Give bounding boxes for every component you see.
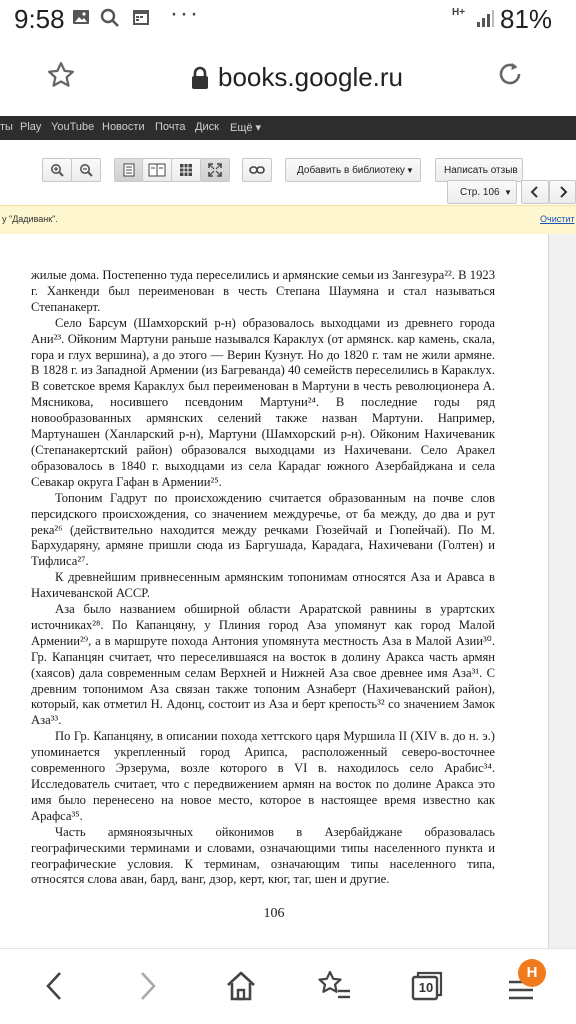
google-services-bar [0,116,576,140]
image-icon [72,8,90,31]
fullscreen-button[interactable] [200,158,230,182]
zoom-in-button[interactable] [42,158,72,182]
book-page [0,234,548,948]
gbar-item-youtube[interactable]: YouTube [51,121,95,133]
link-icon [249,165,265,175]
gbar-item-mail[interactable]: Почта [155,121,186,133]
vertical-scrollbar[interactable] [548,234,576,948]
bookmark-star-icon[interactable] [46,60,76,95]
url-domain[interactable]: books.google.ru [218,62,404,92]
zoom-out-icon [79,163,93,177]
notice-text: у "Дадиванк". [2,214,58,224]
home-icon [224,969,258,1003]
signal-icon [476,10,494,33]
add-to-library-label: Добавить в библиотеку [297,165,405,176]
back-arrow-icon [40,969,70,1003]
back-button[interactable] [40,969,70,1008]
two-page-view-button[interactable] [142,158,172,182]
home-button[interactable] [224,969,258,1008]
forward-arrow-icon [132,969,162,1003]
tabs-count: 10 [418,980,434,995]
dropdown-arrow-icon: ▼ [406,166,414,175]
browser-url-bar [0,38,576,118]
paragraph: жилые дома. Постепенно туда переселились и армянские семьи из Зангезура²². В 1923 г. Ханкенди был переименован в честь Степана Шаумяна и стал называться Степанакерт. [31,268,495,314]
chevron-left-icon [530,186,540,198]
write-review-label: Написать отзыв [444,165,518,176]
tabs-button[interactable] [410,969,444,1008]
search-notice-bar [0,205,576,235]
lock-icon [190,66,210,95]
link-button[interactable] [242,158,272,182]
paragraph: Часть армяноязычных ойконимов в Азербайджане образовалась географическими терминами и словами, означающими типы населенного пункта и географические условия. К терминам, означающим типы населенного типа, относятся слова аван, бард, ванг, дзор, керт, кюг, таг, шен и другие. [31,824,495,887]
reload-icon[interactable] [494,58,526,95]
gbar-item-drive[interactable]: Диск [195,121,219,133]
page-number: 106 [263,906,285,921]
book-text [31,268,495,888]
gbar-item-play[interactable]: Play [20,121,42,133]
battery-level: 81% [500,4,553,34]
page-dropdown-icon: ▼ [504,188,512,197]
clear-search-link[interactable]: Очистит [540,214,575,224]
page-selector[interactable] [447,180,517,204]
search-status-icon [100,8,120,33]
more-notifications-icon: ··· [170,0,200,27]
write-review-button[interactable] [435,158,523,182]
paragraph: Село Барсум (Шамхорский р-н) образовалось выходцами из древнего города Ани²³. Ойконим Мартуни раньше назывался Караклух (от армянск. кар камень, скала, гора и глух вершина), а до этого — Верин Кузнут. Но до 1820 г. там не жили армяне. В 1828 г. из Западной Армении (из Багреванда) 40 семейств переселились в Караклух. В советское время Караклух был переименован в Мартуни в честь революционера А. Мясникова, носившего псевдоним Мартуни²⁴. В последние годы ряд новообразованных армянских селений также назван Мартуни. Например, Мартунашен (Ханларский р-н), Мартуни (Шамхорский р-н). Ойконим Нахичеваник (Степанакертский район) образовался выходцами из Нахичевани. Село Аракел образовалось в 1840 г. выходцами из села Карадаг южного Азербайджана и села Севакар округа Гафан в Армении²⁵. [31,315,495,489]
status-time: 9:58 [14,4,65,34]
two-page-icon [148,163,166,177]
forward-button[interactable] [132,969,162,1008]
paragraph: К древнейшим привнесенным армянским топонимам относятся Аза и Аравса в Нахичеванской АССР. [31,570,495,601]
chevron-right-icon [558,186,568,198]
notification-badge[interactable]: H [518,959,546,987]
fullscreen-icon [208,163,222,177]
next-page-button[interactable] [549,180,576,204]
gbar-item-news[interactable]: Новости [102,121,145,133]
page-selector-label: Стр. 106 [460,187,500,198]
status-bar [0,0,576,38]
network-type: H+ [452,7,466,18]
calendar-icon [132,8,150,31]
browser-bottom-nav [0,948,576,1024]
grid-icon [179,163,193,177]
books-toolbar [0,140,576,210]
thumbnail-view-button[interactable] [171,158,201,182]
bookmarks-button[interactable] [316,969,352,1008]
paragraph: Аза было названием обширной области Араратской равнины в урартских источниках²⁸. По Капанцяну, у Плиния город Аза упомянут как город Малой Армении²⁹, а в маршруте похода Антония упомянута местность Аза в Малой Азии³⁰. Гр. Капанцян считает, что переселившаяся на восток в долину Аракса часть армян (хаясов) дала современным селам Верхней и Нижней Аза свое древнее имя Аза³¹. С древним топонимом Аза связан также топоним Азнаберт (Нахичеванский район), который, как отметил Н. Адонц, состоит из Аза и берт крепость³² со значением Замок Аза³³. [31,602,495,728]
add-to-library-button[interactable] [285,158,421,182]
zoom-in-icon [50,163,64,177]
single-page-icon [123,163,135,177]
paragraph: Топоним Гадрут по происхождению считается образованным на почве слов персидского происхождения, со значением междуречье, от ба между, до два и рут река²⁶ (действительно находится между речками Гюзейчай и Гюпейчай). По М. Бархударяну, армяне пришли сюда из Баргушада, Карадага, Нахичевани (Голтен) и Тифлиса²⁷. [31,490,495,569]
gbar-item-truncated[interactable]: ты [0,121,13,133]
paragraph: По Гр. Капанцяну, в описании похода хеттского царя Муршила II (XIV в. до н. э.) упоминается укрепленный город Арипса, расположенный северо-восточнее современного Эрзерума, возле которого в VI в. находилось село Арабис³⁴. Исследователь считает, что с передвижением армян на восток по долине Аракса это имя было перенесено на новое место, которое в настоящее время известно как Арафса³⁵. [31,729,495,823]
zoom-out-button[interactable] [71,158,101,182]
star-list-icon [316,969,352,1003]
gbar-item-more[interactable]: Ещё ▾ [230,122,262,134]
single-page-view-button[interactable] [114,158,143,182]
prev-page-button[interactable] [521,180,549,204]
